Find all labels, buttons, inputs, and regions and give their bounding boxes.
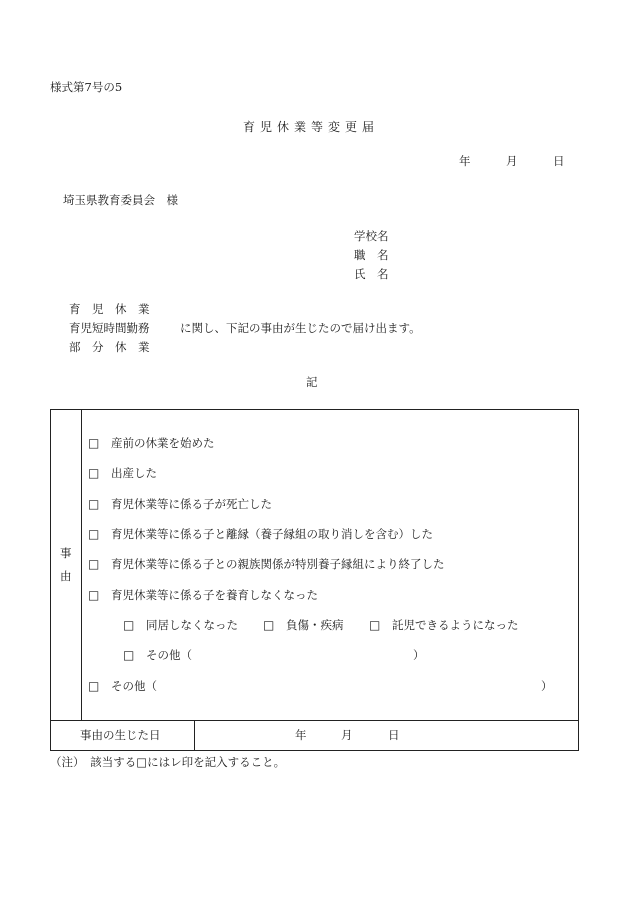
leave-type-childcare: 育 児 休 業 (69, 302, 150, 316)
sub-reason-text: 同居しなくなった (146, 618, 238, 632)
checkbox-icon[interactable]: □ (123, 618, 135, 632)
checkbox-icon[interactable]: □ (88, 557, 100, 571)
form-number: 様式第7号の5 (50, 80, 123, 94)
reason-table (50, 409, 579, 751)
date-row-divider (50, 720, 579, 721)
sub-other-label: その他（ (146, 648, 192, 662)
reason-text: 育児休業等に係る子を養育しなくなった (111, 588, 318, 602)
footnote: （注） 該当する□にはレ印を記入すること。 (50, 755, 286, 769)
date-month-label: 月 (506, 154, 518, 168)
leave-type-short-hours: 育児短時間勤務 (69, 321, 150, 335)
other-close: ） (541, 679, 553, 693)
reason-text: 育児休業等に係る子との親族関係が特別養子縁組により終了した (111, 557, 445, 571)
occurrence-year-label: 年 (295, 728, 307, 742)
reason-text: 育児休業等に係る子と離縁（養子縁組の取り消しを含む）した (111, 527, 433, 541)
checkbox-icon[interactable]: □ (123, 648, 135, 662)
page-title: 育児休業等変更届 (243, 120, 380, 134)
ki-heading: 記 (306, 375, 318, 389)
occurrence-day-label: 日 (388, 728, 400, 742)
reason-text: 育児休業等に係る子が死亡した (111, 497, 272, 511)
date-day-label: 日 (553, 154, 565, 168)
checkbox-icon[interactable]: □ (88, 527, 100, 541)
occurrence-date-label: 事由の生じた日 (80, 728, 161, 742)
position-label[interactable]: 職 名 (354, 248, 389, 262)
reason-text: 出産した (111, 466, 157, 480)
checkbox-icon[interactable]: □ (369, 618, 381, 632)
checkbox-icon[interactable]: □ (88, 436, 100, 450)
reason-text: 産前の休業を始めた (111, 436, 215, 450)
sub-other-close: ） (413, 648, 425, 662)
checkbox-icon[interactable]: □ (88, 588, 100, 602)
occurrence-month-label: 月 (341, 728, 353, 742)
sub-reason-text: 託児できるようになった (392, 618, 519, 632)
school-name-label[interactable]: 学校名 (354, 229, 389, 243)
other-label: その他（ (111, 679, 157, 693)
checkbox-icon[interactable]: □ (88, 466, 100, 480)
leave-type-partial: 部 分 休 業 (69, 340, 150, 354)
date-column-divider (194, 720, 195, 751)
addressee: 埼玉県教育委員会 様 (63, 193, 178, 207)
checkbox-icon[interactable]: □ (263, 618, 275, 632)
reason-label-2: 由 (60, 569, 72, 583)
name-label[interactable]: 氏 名 (354, 267, 389, 281)
sub-reason-text: 負傷・疾病 (286, 618, 344, 632)
statement-text: に関し、下記の事由が生じたので届け出ます。 (180, 321, 421, 335)
checkbox-icon[interactable]: □ (88, 679, 100, 693)
reason-column-divider (81, 409, 82, 720)
date-year-label: 年 (459, 154, 471, 168)
reason-label-1: 事 (60, 546, 72, 560)
checkbox-icon[interactable]: □ (88, 497, 100, 511)
